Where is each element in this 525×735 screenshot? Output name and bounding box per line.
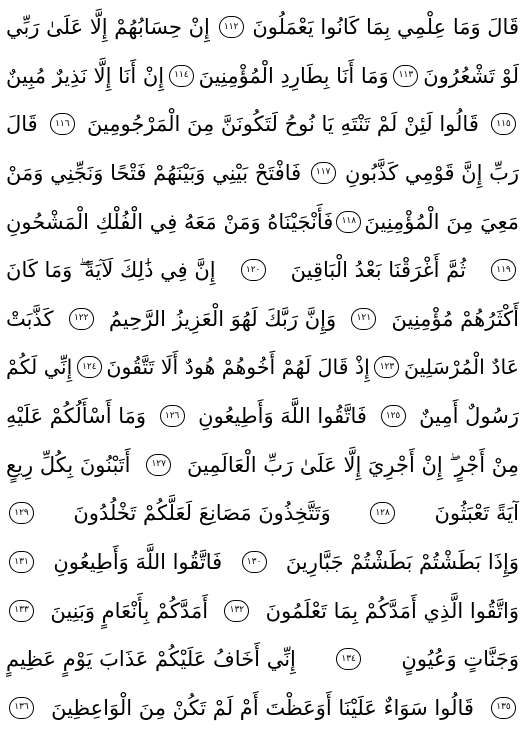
- verse-number-marker: ١١٨: [336, 211, 361, 233]
- verse-number-marker: ١٢٥: [381, 405, 406, 427]
- text-line-7: [6, 296, 519, 342]
- text-line-3: [6, 101, 519, 147]
- verse-text: فَافْتَحْ بَيْنِي وَبَيْنَهُمْ فَتْحًا وَنَجِّنِي وَمَنْ: [6, 160, 302, 185]
- verse-number-marker: ١٣٤: [336, 648, 361, 670]
- text-line-11: [6, 490, 519, 536]
- verse-number-marker: ١٢٧: [146, 454, 171, 476]
- text-line-6: [6, 247, 519, 293]
- verse-text: إِنِّي لَكُمْ: [6, 355, 73, 380]
- verse-number-marker: ١٢٩: [9, 502, 34, 524]
- verse-number-marker: ١١٢: [219, 16, 244, 38]
- verse-text: وَمَا أَسْأَلُكُمْ عَلَيْهِ: [6, 404, 147, 429]
- text-line-15: [6, 685, 519, 731]
- verse-text: قَالُوا سَوَاءٌ عَلَيْنَا أَوَعَظْتَ أَمْ لَمْ تَكُنْ مِنَ الْوَاعِظِينَ: [51, 695, 474, 720]
- verse-number-marker: ١١٣: [393, 65, 418, 87]
- quran-page: [6, 4, 519, 731]
- verse-text: قَالَ وَمَا عِلْمِي بِمَا كَانُوا يَعْمَلُونَ: [252, 15, 519, 39]
- verse-number-marker: ١٢٨: [370, 502, 395, 524]
- verse-number-marker: ١٢٤: [77, 356, 102, 378]
- text-line-14: [6, 636, 519, 682]
- verse-text: قَالُوا لَئِنْ لَمْ تَنْتَهِ يَا نُوحُ لَتَكُونَنَّ مِنَ الْمَرْجُومِينَ: [86, 112, 479, 137]
- verse-text: ثُمَّ أَغْرَقْنَا بَعْدُ الْبَاقِينَ: [290, 258, 466, 283]
- verse-text: إِنْ أَنَا إِلَّا نَذِيرٌ مُبِينٌ: [6, 63, 165, 88]
- verse-text: إِنْ حِسَابُهُمْ إِلَّا عَلَىٰ رَبِّي: [6, 15, 210, 39]
- verse-number-marker: ١٢٠: [241, 259, 266, 281]
- text-line-1: [6, 4, 519, 50]
- verse-number-marker: ١٢١: [351, 308, 376, 330]
- verse-number-marker: ١٣٠: [242, 551, 267, 573]
- text-line-4: [6, 150, 519, 196]
- text-line-13: [6, 588, 519, 634]
- verse-text: فَاتَّقُوا اللَّهَ وَأَطِيعُونِ: [53, 550, 223, 575]
- verse-text: وَمَا أَنَا بِطَارِدِ الْمُؤْمِنِينَ: [198, 63, 389, 88]
- verse-text: وَإِنَّ رَبَّكَ لَهُوَ الْعَزِيزُ الرَّحِيمُ: [108, 306, 337, 331]
- verse-text: لَوْ تَشْعُرُونَ: [423, 63, 519, 88]
- verse-text: أَمَدَّكُمْ بِأَنْعَامٍ وَبَنِينَ: [50, 598, 209, 623]
- verse-text: إِنَّ فِي ذَٰلِكَ لَآيَةً ۖ وَمَا كَانَ: [6, 258, 216, 283]
- verse-number-marker: ١١٩: [491, 259, 516, 281]
- verse-number-marker: ١٣٢: [224, 600, 249, 622]
- verse-text: فَأَنْجَيْنَاهُ وَمَنْ مَعَهُ فِي الْفُلْكِ الْمَشْحُونِ: [6, 209, 334, 234]
- verse-number-marker: ١١٥: [491, 113, 516, 135]
- verse-text: رَبِّ إِنَّ قَوْمِي كَذَّبُونِ: [345, 160, 519, 185]
- verse-text: وَاتَّقُوا الَّذِي أَمَدَّكُمْ بِمَا تَعْلَمُونَ: [265, 598, 519, 623]
- verse-number-marker: ١٣٥: [491, 697, 516, 719]
- verse-number-marker: ١٣٦: [9, 697, 34, 719]
- verse-text: أَكْثَرُهُمْ مُؤْمِنِينَ: [391, 306, 519, 331]
- text-line-8: [6, 344, 519, 390]
- verse-number-marker: ١٣١: [9, 551, 34, 573]
- verse-text: أَتَبْنُونَ بِكُلِّ رِيعٍ: [6, 452, 131, 477]
- verse-text: وَتَتَّخِذُونَ مَصَانِعَ لَعَلَّكُمْ تَخْلُدُونَ: [73, 501, 331, 526]
- verse-text: عَادٌ الْمُرْسَلِينَ: [404, 355, 519, 380]
- verse-text: إِنِّي أَخَافُ عَلَيْكُمْ عَذَابَ يَوْمٍ عَظِيمٍ: [6, 647, 296, 672]
- verse-text: فَاتَّقُوا اللَّهَ وَأَطِيعُونِ: [198, 404, 367, 429]
- verse-text: مَعِيَ مِنَ الْمُؤْمِنِينَ: [364, 209, 519, 234]
- verse-number-marker: ١٢٦: [160, 405, 185, 427]
- verse-text: مِنْ أَجْرٍ ۖ إِنْ أَجْرِيَ إِلَّا عَلَىٰ رَبِّ الْعَالَمِينَ: [186, 452, 519, 477]
- verse-text: إِذْ قَالَ لَهُمْ أَخُوهُمْ هُودٌ أَلَا تَتَّقُونَ: [106, 355, 370, 380]
- text-line-5: [6, 199, 519, 245]
- verse-text: كَذَّبَتْ: [6, 306, 54, 331]
- verse-number-marker: ١٢٢: [69, 308, 94, 330]
- verse-text: رَسُولٌ أَمِينٌ: [419, 404, 519, 429]
- verse-number-marker: ١١٦: [50, 113, 75, 135]
- text-line-12: [6, 539, 519, 585]
- verse-number-marker: ١١٧: [311, 162, 336, 184]
- verse-number-marker: ١٢٣: [374, 356, 399, 378]
- verse-text: قَالَ: [6, 112, 38, 137]
- verse-text: وَجَنَّاتٍ وَعُيُونٍ: [401, 647, 519, 672]
- verse-number-marker: ١١٤: [169, 65, 194, 87]
- text-line-9: [6, 393, 519, 439]
- text-line-10: [6, 442, 519, 488]
- text-line-2: [6, 53, 519, 99]
- verse-number-marker: ١٣٣: [9, 600, 34, 622]
- verse-text: آيَةً تَعْبَثُونَ: [434, 501, 519, 526]
- verse-text: وَإِذَا بَطَشْتُمْ بَطَشْتُمْ جَبَّارِينَ: [285, 550, 519, 575]
